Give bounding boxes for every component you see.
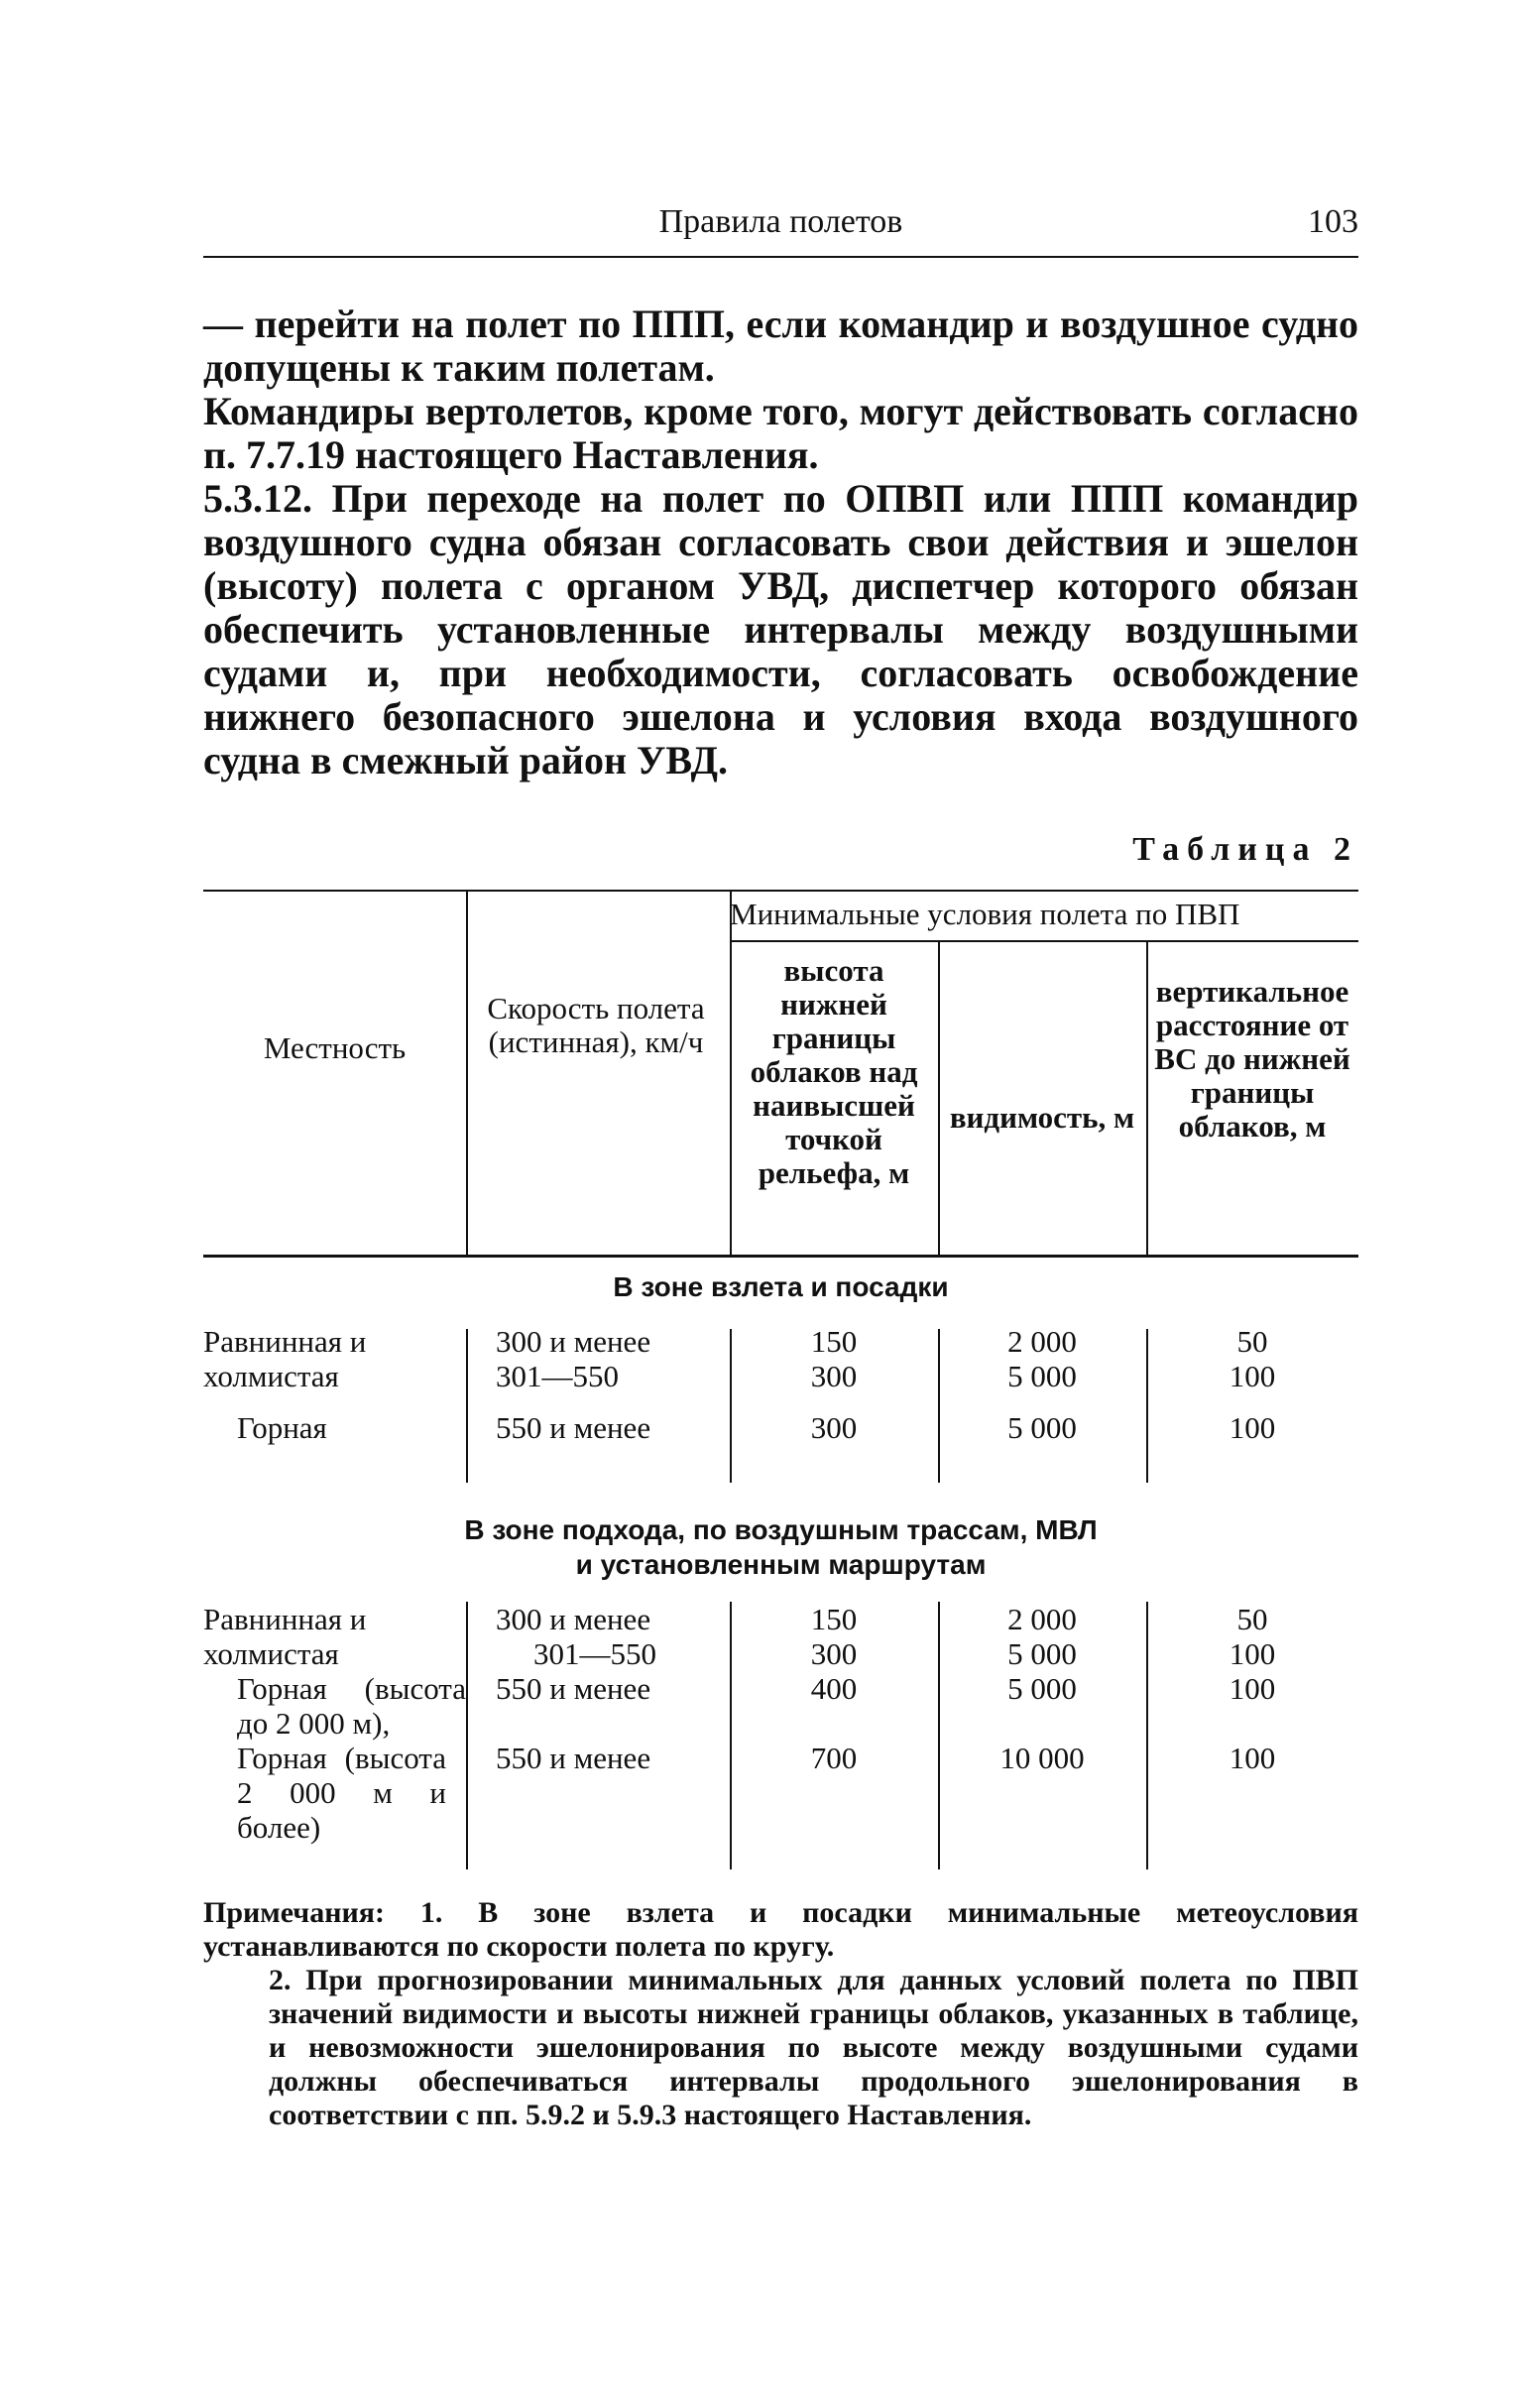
paragraph-3 <box>203 477 1358 783</box>
notes <box>203 1896 1358 2132</box>
section-number: 5.3.12. <box>203 476 312 521</box>
row-visibility: 5 000 <box>1007 1410 1077 1445</box>
body-text <box>203 302 1358 783</box>
row-locality: Горная (высота до 2 000 м), <box>237 1671 466 1741</box>
row-cloud-height: 400 <box>810 1671 858 1706</box>
row-vertical: 100 <box>1229 1671 1276 1706</box>
notes-label: Примечания: <box>203 1896 386 1929</box>
header-visibility: видимость, м <box>949 1100 1135 1135</box>
row-locality: Равнинная и <box>203 1602 367 1636</box>
row-vertical: 100 <box>1229 1741 1276 1775</box>
row-speed: 550 и менее <box>496 1671 651 1706</box>
note-2: 2. При прогнозировании минимальных для данных условий полета по ПВП значений видимости и высоты нижней границы облаков, указанных в таблице, и невозможности эшелонирования по высоте между воздушными судами должны обеспечиваться интервалы продольного эшелонирования в соответствии с пп. 5.9.2 и 5.9.3 настоящего Наставления. <box>269 1964 1358 2131</box>
header-cloud-height: высота нижней границы облаков над наивысшей точкой рельефа, м <box>750 953 918 1190</box>
page-number: 103 <box>1308 203 1358 240</box>
section1-title: В зоне взлета и посадки <box>613 1271 949 1302</box>
row-vertical: 100 <box>1229 1410 1276 1445</box>
row-speed: 550 и менее <box>496 1410 651 1445</box>
section2-title-line2: и установленным маршрутам <box>575 1549 987 1580</box>
row-speed: 301—550 <box>496 1359 619 1393</box>
row-locality: холмистая <box>203 1359 339 1393</box>
note-1 <box>203 1896 1358 1964</box>
row-cloud-height: 150 <box>810 1324 858 1359</box>
col-divider-3 <box>938 942 940 1255</box>
row-visibility: 10 000 <box>999 1741 1085 1775</box>
row-visibility: 5 000 <box>1007 1671 1077 1706</box>
row-visibility: 2 000 <box>1007 1324 1077 1359</box>
paragraph-1: — перейти на полет по ППП, если командир и воздушное судно допущены к таким полетам. <box>203 301 1358 390</box>
col-divider-1 <box>466 892 468 1255</box>
header-speed: Скорость полета (истинная), км/ч <box>487 991 705 1059</box>
row-vertical: 100 <box>1229 1359 1276 1393</box>
header-vertical-distance: вертикальное расстояние от ВС до нижней границы облаков, м <box>1154 974 1350 1144</box>
row-visibility: 5 000 <box>1007 1636 1077 1671</box>
header-bottom-rule <box>203 1255 1358 1258</box>
note-1-text: 1. В зоне взлета и посадки минимальные метеоусловия устанавливаются по скорости полета по кругу. <box>203 1896 1358 1963</box>
running-head <box>203 203 1358 251</box>
row-speed: 301—550 <box>533 1636 656 1671</box>
row-speed: 300 и менее <box>496 1602 651 1636</box>
table-top-rule <box>203 890 1358 892</box>
row-locality: холмистая <box>203 1636 339 1671</box>
row-speed: 300 и менее <box>496 1324 651 1359</box>
row-cloud-height: 700 <box>810 1741 858 1775</box>
section2-title-line1: В зоне подхода, по воздушным трассам, МВЛ <box>464 1514 1098 1545</box>
row-cloud-height: 300 <box>810 1410 858 1445</box>
subheader-rule <box>730 940 1358 942</box>
row-visibility: 5 000 <box>1007 1359 1077 1393</box>
running-title: Правила полетов <box>658 203 903 240</box>
row-speed: 550 и менее <box>496 1741 651 1775</box>
row-locality: Равнинная и <box>203 1324 367 1359</box>
row-vertical: 100 <box>1229 1636 1276 1671</box>
paragraph-3-text: При переходе на полет по ОПВП или ППП командир воздушного судна обязан согласовать свои действия и эшелон (высоту) полета с органом УВД, диспетчер которого обязан обеспечить установленные интервалы между воздушными судами и, при необходимости, согласовать освобождение нижнего безопасного эшелона и условия входа воздушного судна в смежный район УВД. <box>203 476 1359 783</box>
row-vertical: 50 <box>1236 1602 1268 1636</box>
row-visibility: 2 000 <box>1007 1602 1077 1636</box>
row-locality: Горная <box>237 1410 327 1445</box>
table-caption: Таблица 2 <box>1132 831 1358 868</box>
header-min-conditions: Минимальные условия полета по ПВП <box>730 897 1240 931</box>
row-cloud-height: 300 <box>810 1359 858 1393</box>
row-locality: Горная (высота 2 000 м и более) <box>237 1741 446 1845</box>
header-rule <box>203 256 1358 258</box>
s2-divider-1 <box>466 1602 468 1869</box>
row-cloud-height: 150 <box>810 1602 858 1636</box>
paragraph-2: Командиры вертолетов, кроме того, могут действовать согласно п. 7.7.19 настоящего Наставления. <box>203 389 1358 477</box>
row-vertical: 50 <box>1236 1324 1268 1359</box>
header-locality: Местность <box>263 1030 407 1065</box>
s1-divider-1 <box>466 1329 468 1483</box>
row-cloud-height: 300 <box>810 1636 858 1671</box>
